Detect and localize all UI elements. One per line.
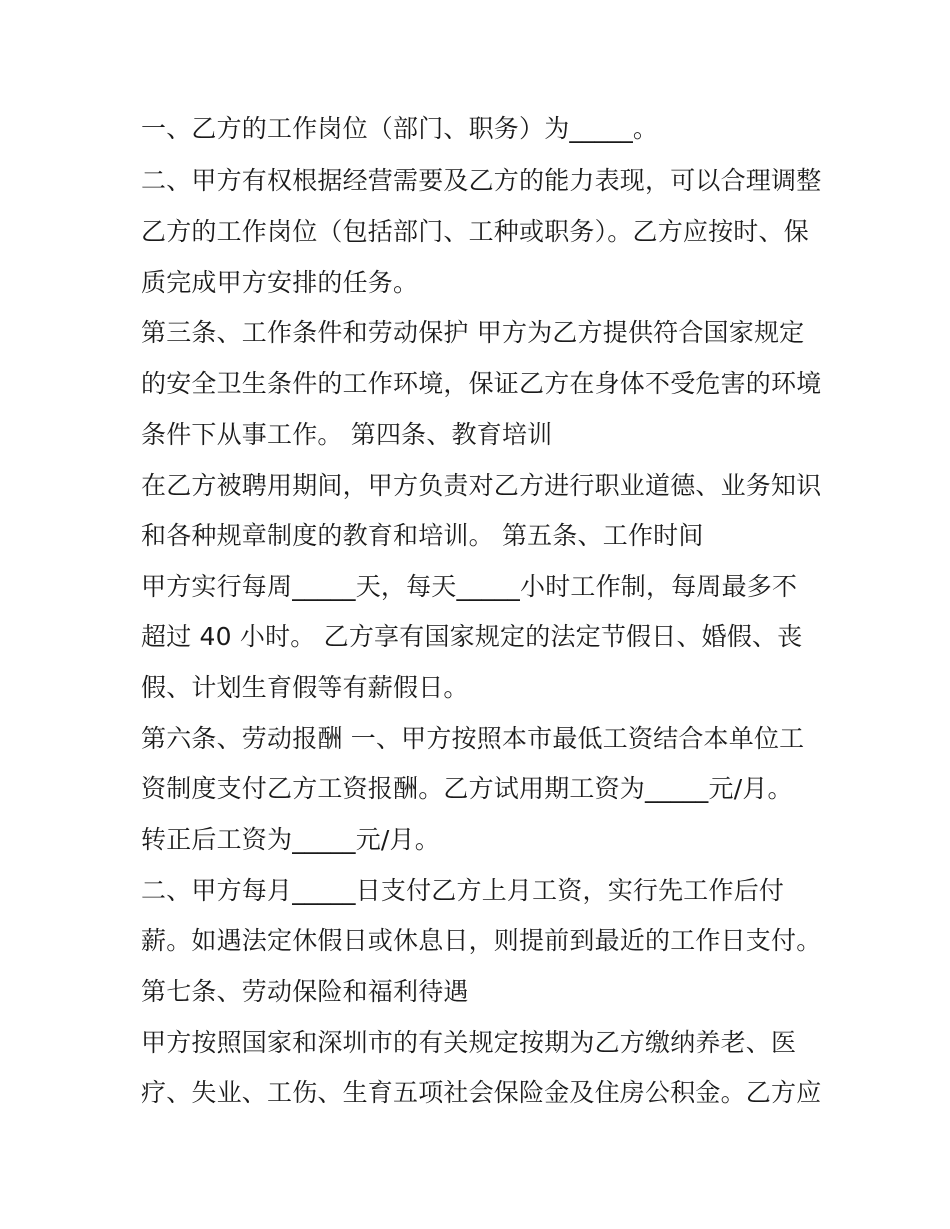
text-line: 假、计划生育假等有薪假日。 <box>141 673 469 702</box>
text-line: 超过 40 小时。 乙方享有国家规定的法定节假日、婚假、丧 <box>141 622 803 651</box>
text-line: 第三条、工作条件和劳动保护 甲方为乙方提供符合国家规定 <box>141 318 805 347</box>
text-line: 乙方的工作岗位（包括部门、工种或职务）。乙方应按时、保 <box>141 217 809 246</box>
text-line: 二、甲方有权根据经营需要及乙方的能力表现，可以合理调整 <box>141 166 822 195</box>
text-line: 质完成甲方安排的任务。 <box>141 268 419 297</box>
text-line: 疗、失业、工伤、生育五项社会保险金及住房公积金。乙方应 <box>141 1078 822 1107</box>
text-line: 转正后工资为_____元/月。 <box>141 825 440 854</box>
text-line: 和各种规章制度的教育和培训。 第五条、工作时间 <box>141 521 704 550</box>
text-line: 一、乙方的工作岗位（部门、职务）为_____。 <box>141 114 659 143</box>
text-line: 的安全卫生条件的工作环境，保证乙方在身体不受危害的环境 <box>141 369 822 398</box>
text-line: 薪。如遇法定休假日或休息日，则提前到最近的工作日支付。 <box>141 926 822 955</box>
text-line: 甲方实行每周_____天，每天_____小时工作制，每周最多不 <box>141 572 798 601</box>
text-line: 在乙方被聘用期间，甲方负责对乙方进行职业道德、业务知识 <box>141 471 822 500</box>
text-line: 资制度支付乙方工资报酬。乙方试用期工资为_____元/月。 <box>141 774 793 803</box>
text-line: 甲方按照国家和深圳市的有关规定按期为乙方缴纳养老、医 <box>141 1028 797 1057</box>
text-line: 二、甲方每月_____日支付乙方上月工资，实行先工作后付 <box>141 876 785 905</box>
text-line: 条件下从事工作。 第四条、教育培训 <box>141 420 553 449</box>
text-line: 第七条、劳动保险和福利待遇 <box>141 977 469 1006</box>
text-line: 第六条、劳动报酬 一、甲方按照本市最低工资结合本单位工 <box>141 724 805 753</box>
